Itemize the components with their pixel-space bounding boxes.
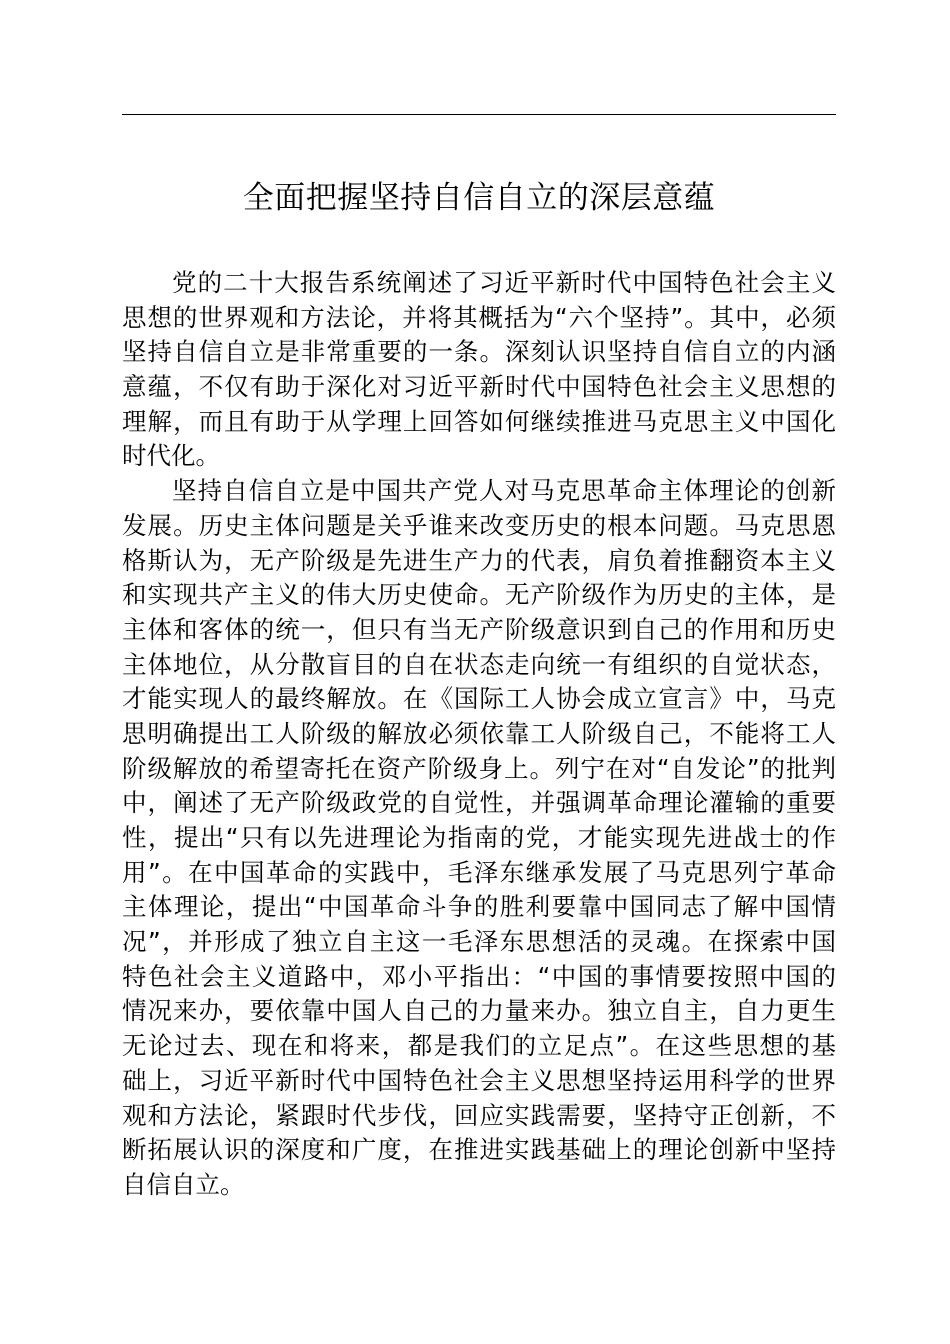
article-title: 全面把握坚持自信自立的深层意蕴 (242, 180, 716, 216)
text-line: 阶级解放的希望寄托在资产阶级身上。列宁在对“自发论”的批判 (122, 753, 836, 783)
article-body (122, 266, 836, 1203)
text-line: 况”，并形成了独立自主这一毛泽东思想活的灵魂。在探索中国 (122, 927, 836, 957)
text-line: 无论过去、现在和将来，都是我们的立足点”。在这些思想的基 (122, 1031, 836, 1061)
text-line: 理解，而且有助于从学理上回答如何继续推进马克思主义中国化 (122, 406, 836, 436)
header-rule (122, 114, 836, 115)
text-line: 才能实现人的最终解放。在《国际工人协会成立宣言》中，马克 (122, 684, 836, 714)
text-line: 性，提出“只有以先进理论为指南的党，才能实现先进战士的作 (122, 823, 836, 852)
text-line: 主体地位，从分散盲目的自在状态走向统一有组织的自觉状态， (122, 649, 836, 679)
text-line: 础上，习近平新时代中国特色社会主义思想坚持运用科学的世界 (122, 1065, 836, 1095)
text-line: 时代化。 (122, 441, 220, 471)
text-line: 坚持自信自立是非常重要的一条。深刻认识坚持自信自立的内涵 (122, 337, 836, 367)
text-line: 情况来办，要依靠中国人自己的力量来办。独立自主，自力更生 (122, 996, 836, 1026)
text-line: 格斯认为，无产阶级是先进生产力的代表，肩负着推翻资本主义 (122, 545, 836, 575)
paragraph-2 (122, 474, 836, 1202)
text-line: 观和方法论，紧跟时代步伐，回应实践需要，坚持守正创新，不 (122, 1100, 836, 1130)
text-line: 意蕴，不仅有助于深化对习近平新时代中国特色社会主义思想的 (122, 372, 836, 402)
paragraph-1 (122, 266, 836, 474)
text-line: 发展。历史主体问题是关乎谁来改变历史的根本问题。马克思恩 (122, 510, 836, 540)
text-line: 思明确提出工人阶级的解放必须依靠工人阶级自己，不能将工人 (122, 718, 836, 748)
text-line: 主体和客体的统一，但只有当无产阶级意识到自己的作用和历史 (122, 614, 836, 644)
text-line: 自信自立。 (122, 1169, 245, 1199)
text-line: 断拓展认识的深度和广度，在推进实践基础上的理论创新中坚持 (122, 1135, 836, 1165)
text-line: 和实现共产主义的伟大历史使命。无产阶级作为历史的主体，是 (122, 580, 836, 610)
text-line: 中，阐述了无产阶级政党的自觉性，并强调革命理论灌输的重要 (122, 788, 836, 818)
text-line: 主体理论，提出“中国革命斗争的胜利要靠中国同志了解中国情 (122, 892, 836, 922)
text-line: 用”。在中国革命的实践中，毛泽东继承发展了马克思列宁革命 (122, 857, 836, 887)
text-line: 特色社会主义道路中，邓小平指出：“中国的事情要按照中国的 (122, 961, 836, 991)
text-line: 党的二十大报告系统阐述了习近平新时代中国特色社会主义 (172, 268, 836, 297)
text-line: 思想的世界观和方法论，并将其概括为“六个坚持”。其中，必须 (122, 302, 836, 332)
text-line: 坚持自信自立是中国共产党人对马克思革命主体理论的创新 (172, 476, 836, 506)
